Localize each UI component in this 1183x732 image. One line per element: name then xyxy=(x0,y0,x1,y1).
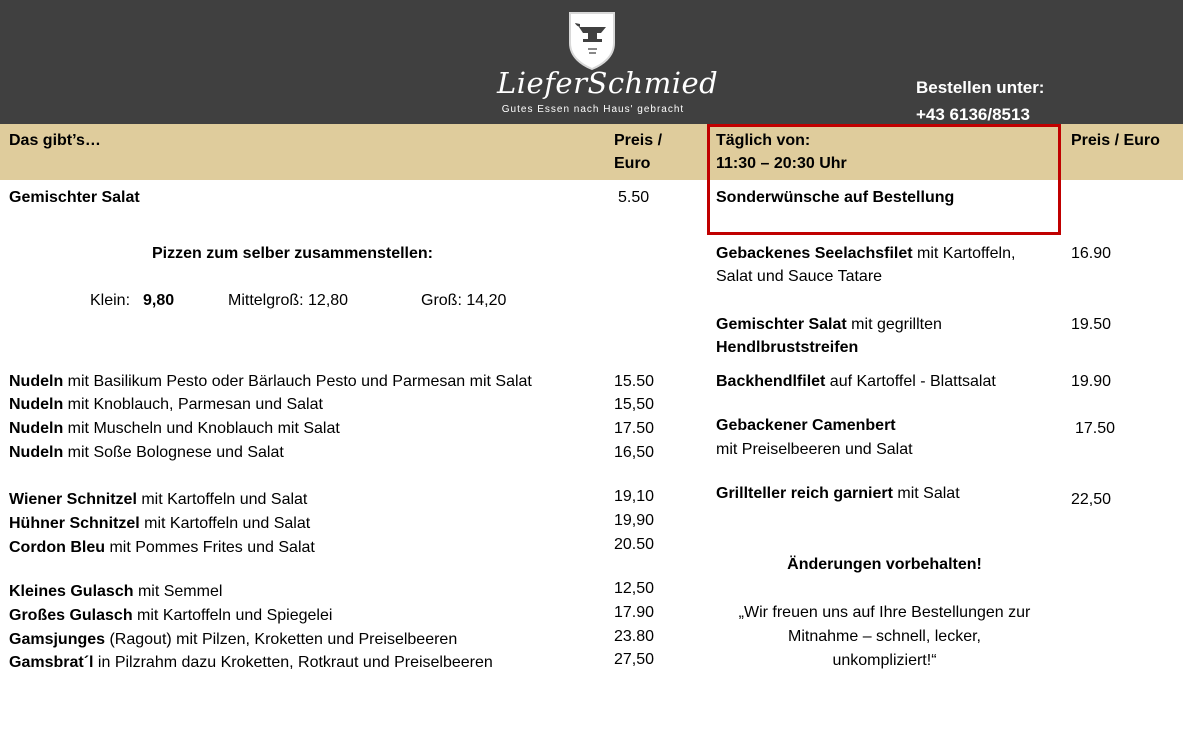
menu-item-price: 19,90 xyxy=(614,512,655,529)
menu-item-name: Grillteller reich garniert xyxy=(716,485,893,502)
menu-item-name: Gamsjunges xyxy=(9,631,106,648)
menu-item-desc: mit Muscheln und Knoblauch mit Salat xyxy=(63,420,340,437)
menu-item-price: 22,50 xyxy=(1071,491,1112,508)
menu-item-price: 17.50 xyxy=(614,420,655,437)
menu-item-name: Backhendlfilet xyxy=(716,373,826,390)
menu-item-desc: mit Semmel xyxy=(133,583,223,600)
pizza-medium: Mittelgroß: 12,80 xyxy=(228,292,349,309)
order-label: Bestellen unter: xyxy=(916,78,1045,97)
menu-item-name: Nudeln xyxy=(9,396,64,413)
left-price-header-line2: Euro xyxy=(614,155,651,172)
menu-item-price: 16.90 xyxy=(1071,245,1112,262)
menu-item-price: 20.50 xyxy=(614,536,655,553)
menu-item xyxy=(9,580,222,604)
menu-item-desc: mit Salat xyxy=(892,485,960,502)
menu-item xyxy=(9,393,323,417)
highlight-box xyxy=(707,124,1061,235)
menu-item-price: 23.80 xyxy=(614,628,655,645)
menu-item xyxy=(9,512,310,536)
menu-item xyxy=(716,482,960,506)
menu-item xyxy=(9,417,340,441)
menu-item xyxy=(9,628,457,652)
menu-item xyxy=(9,536,315,560)
menu-item-desc: mit Kartoffeln und Salat xyxy=(136,491,308,508)
menu-item-desc: (Ragout) mit Pilzen, Kroketten und Preiselbeeren xyxy=(105,631,458,648)
quote-line3: unkompliziert!“ xyxy=(832,652,937,669)
salad-price: 5.50 xyxy=(618,189,650,206)
left-column-title: Das gibt’s… xyxy=(9,132,101,149)
quote-line1: „Wir freuen uns auf Ihre Bestellungen zur xyxy=(738,604,1031,621)
menu-item-desc: in Pilzrahm dazu Kroketten, Rotkraut und Preiselbeeren xyxy=(93,654,493,671)
menu-item-price: 27,50 xyxy=(614,651,655,668)
menu-item-price: 12,50 xyxy=(614,580,655,597)
menu-item-name: Gamsbrat´l xyxy=(9,654,94,671)
menu-item xyxy=(9,604,332,628)
menu-item-name: Hühner Schnitzel xyxy=(9,515,140,532)
menu-item-desc: mit Kartoffeln und Salat xyxy=(139,515,311,532)
menu-item-name: Gemischter Salat xyxy=(716,316,847,333)
menu-item xyxy=(9,441,284,465)
brand-name: LieferSchmied xyxy=(497,66,719,100)
menu-item-name: Gebackenes Seelachsfilet xyxy=(716,245,913,262)
menu-item-name: Wiener Schnitzel xyxy=(9,491,137,508)
pizza-small-price: 9,80 xyxy=(143,292,175,309)
hours-line2: 11:30 – 20:30 Uhr xyxy=(716,155,847,172)
menu-item-price: 17.50 xyxy=(1075,420,1116,437)
menu-item-desc: mit Kartoffeln und Spiegelei xyxy=(132,607,333,624)
menu-item-name: Nudeln xyxy=(9,373,64,390)
menu-item-name: Nudeln xyxy=(9,444,64,461)
menu-item-desc: auf Kartoffel - Blattsalat xyxy=(825,373,996,390)
menu-item xyxy=(9,651,493,675)
menu-item-price: 17.90 xyxy=(614,604,655,621)
menu-item xyxy=(716,370,996,394)
header-bar xyxy=(0,0,1183,124)
menu-item-price: 19,10 xyxy=(614,488,655,505)
menu-item-desc: mit Soße Bolognese und Salat xyxy=(63,444,284,461)
order-phone[interactable]: +43 6136/8513 xyxy=(916,105,1030,124)
menu-item-price: 15.50 xyxy=(614,373,655,390)
menu-item-desc-line2: Salat und Sauce Tatare xyxy=(716,268,883,285)
menu-item-desc: mit Knoblauch, Parmesan und Salat xyxy=(63,396,323,413)
menu-item-name: Cordon Bleu xyxy=(9,539,105,556)
menu-item xyxy=(716,313,942,337)
menu-item-desc: mit Basilikum Pesto oder Bärlauch Pesto und Parmesan mit Salat xyxy=(63,373,532,390)
menu-item-price: 15,50 xyxy=(614,396,655,413)
menu-item-name: Großes Gulasch xyxy=(9,607,133,624)
menu-item-price: 16,50 xyxy=(614,444,655,461)
menu-item-price: 19.50 xyxy=(1071,316,1112,333)
quote-line2: Mitnahme – schnell, lecker, xyxy=(788,628,981,645)
menu-item-desc: mit Kartoffeln, xyxy=(912,245,1016,262)
menu-item-desc: mit gegrillten xyxy=(846,316,942,333)
menu-item xyxy=(9,370,532,394)
menu-item-name: Kleines Gulasch xyxy=(9,583,134,600)
right-price-header: Preis / Euro xyxy=(1071,132,1160,149)
menu-item-desc-line2: mit Preiselbeeren und Salat xyxy=(716,441,913,458)
brand-tagline: Gutes Essen nach Haus' gebracht xyxy=(501,104,685,115)
pizza-large: Groß: 14,20 xyxy=(421,292,507,309)
menu-item xyxy=(9,488,307,512)
pizza-small-label: Klein: xyxy=(90,292,131,309)
menu-item-desc-line2: Hendlbruststreifen xyxy=(716,339,859,356)
salad-name: Gemischter Salat xyxy=(9,189,140,206)
left-price-header-line1: Preis / xyxy=(614,132,663,149)
menu-item-price: 19.90 xyxy=(1071,373,1112,390)
hours-line1: Täglich von: xyxy=(716,132,811,149)
menu-item-name: Nudeln xyxy=(9,420,64,437)
menu-item-name: Gebackener Camenbert xyxy=(716,417,896,434)
special-requests: Sonderwünsche auf Bestellung xyxy=(716,189,955,206)
anvil-shield-icon xyxy=(566,9,618,71)
menu-item xyxy=(716,242,1015,266)
menu-item-desc: mit Pommes Frites und Salat xyxy=(105,539,315,556)
pizza-heading: Pizzen zum selber zusammenstellen: xyxy=(152,245,433,262)
menu-item xyxy=(716,414,896,438)
changes-notice: Änderungen vorbehalten! xyxy=(787,556,982,573)
